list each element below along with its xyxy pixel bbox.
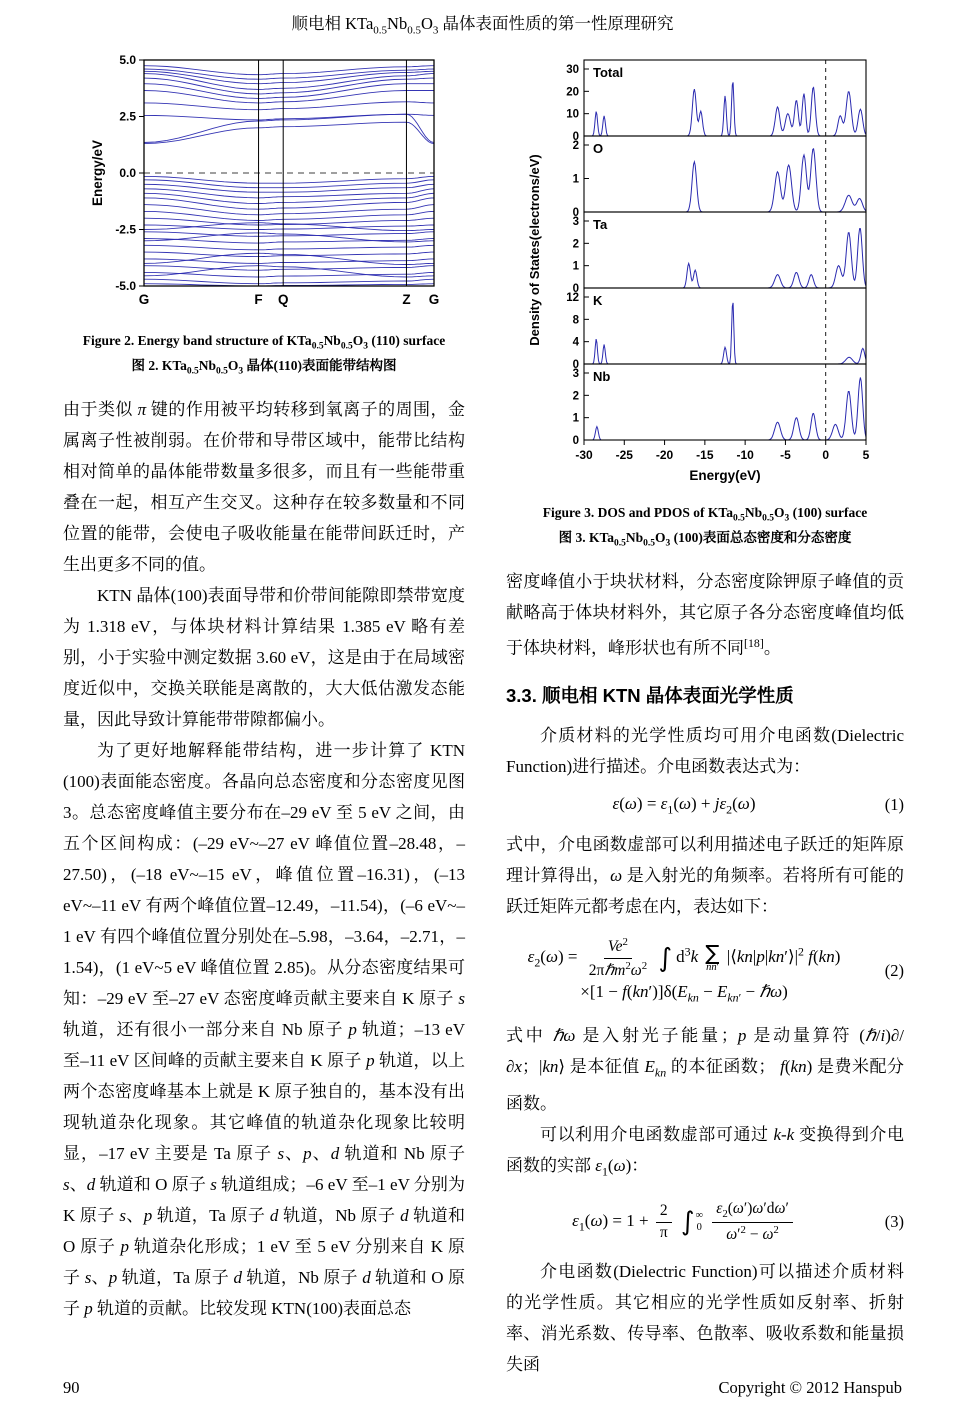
svg-text:0: 0 (572, 359, 579, 371)
svg-text:O: O (593, 141, 604, 156)
svg-text:0: 0 (572, 283, 579, 295)
paragraph: 介电函数(Dielectric Function)可以描述介质材料的光学性质。其它相应的光学性质如反射率、折射率、消光系数、传导率、色散率、吸收系数和能量损失函 (506, 1262, 904, 1375)
svg-text:-30: -30 (575, 448, 593, 462)
svg-text:1: 1 (572, 260, 579, 273)
svg-text:-5: -5 (780, 448, 791, 462)
paragraph: 介质材料的光学性质均可用介电函数(Dielectric Function)进行描述。介电函数表达式为： (506, 725, 904, 776)
svg-text:Ta: Ta (593, 217, 608, 232)
matrix-element: $|⟨kn|p|kn'⟩|^2$ f(kn) (726, 944, 841, 967)
paragraph: KTN 晶体(100)表面导带和价带间能隙即禁带宽度为 1.318 eV，与体块材料计算结果 1.385 eV 略有差别，小于实验中测定数据 3.60 eV，这是由于在局域密度近似中，交换关联能是离散的，大大低估激发态能量，因此导致计算能带带隙都偏小。 (63, 585, 465, 729)
svg-text:Energy(eV): Energy(eV) (689, 468, 761, 483)
svg-text:0: 0 (822, 448, 830, 462)
svg-text:8: 8 (572, 314, 579, 327)
left-column (63, 52, 465, 1324)
integrand: $d^3k$ (676, 944, 699, 967)
equation-2 (506, 934, 904, 1008)
fraction: $\frac{2}{\pi}$ (656, 1202, 672, 1242)
svg-text:Z: Z (402, 292, 411, 307)
svg-text:Density of States(electrons/eV: Density of States(electrons/eV) (527, 154, 542, 346)
equation-2-number: (2) (884, 960, 904, 980)
copyright-notice: Copyright © 2012 Hanspub (718, 1378, 902, 1397)
dos-pdos-chart (524, 52, 886, 488)
fraction: $\frac{\varepsilon_2(\omega')\omega'd\omega'}{\omega'^2 - \omega^2}$ (712, 1200, 793, 1245)
figure-2-caption (63, 331, 465, 380)
svg-text:-15: -15 (696, 448, 714, 462)
integral-with-limits (680, 1207, 703, 1238)
summation-symbol: ∑ nn′ (705, 940, 720, 973)
section-heading-3-3: 3.3. 顺电相 KTN 晶体表面光学性质 (506, 684, 794, 706)
svg-text:3: 3 (572, 368, 579, 380)
svg-text:K: K (593, 293, 603, 308)
integral-upper-limit: ∞ (695, 1209, 703, 1221)
equation-3-number: (3) (884, 1212, 904, 1232)
equation-2-line-1 (506, 936, 862, 981)
figure-3 (506, 52, 904, 552)
integral-symbol: ∫ (680, 1207, 695, 1238)
svg-text:0: 0 (572, 435, 579, 447)
svg-text:1: 1 (572, 173, 579, 186)
svg-text:2.5: 2.5 (119, 109, 136, 124)
band-structure-chart (86, 52, 442, 316)
equation-3 (506, 1200, 904, 1245)
svg-text:Q: Q (277, 292, 289, 307)
svg-text:-5.0: -5.0 (115, 279, 136, 293)
svg-text:5: 5 (862, 448, 870, 462)
page-footer (63, 1378, 902, 1398)
svg-text:G: G (138, 292, 150, 307)
figure-2-caption-zh: 图 2. $KTa_{0.5}Nb_{0.5}O_3$ 晶体(110)表面能带结构图 (131, 358, 397, 378)
integral-symbol: ∫ (658, 943, 672, 974)
svg-text:0.0: 0.0 (119, 166, 136, 180)
svg-text:30: 30 (566, 64, 579, 76)
figure-2 (63, 52, 465, 380)
paragraph: 式中，介电函数虚部可以利用描述电子跃迁的矩阵原理计算得出，ω 是入射光的角频率。若将所有可能的跃迁矩阵元都考虑在内，表达如下： (506, 834, 904, 916)
svg-text:4: 4 (572, 336, 579, 349)
svg-text:2: 2 (572, 238, 579, 251)
svg-text:1: 1 (572, 412, 579, 425)
svg-text:-20: -20 (655, 448, 674, 462)
equation-1-body: $\varepsilon(\omega) = \varepsilon_1(\omega) + j\varepsilon_2(\omega)$ (612, 793, 756, 816)
paragraph: 为了更好地解释能带结构，进一步计算了 KTN (100)表面能态密度。各晶向总态密度和分态密度见图 3。总态密度峰值主要分布在–29 eV 至 5 eV 之间，由五个区间构成：(–29 eV~–27 eV 峰值位置–28.48，–27.50)，(–18 eV~–15 eV，峰值位置–16.31)，(–13 eV~–11 eV 有两个峰值位置–12.49，–11.54)，(–6 eV~–1 eV 有四个峰值位置分别处在–5.98，–3.64，–2.71，–1.54)，(1 eV~5 eV 峰值位置 2.85)。从分态密度结果可知：–29 eV 至–27 eV 态密度峰贡献主要来自 K 原子 s 轨道，还有很小一部分来自 Nb 原子 p 轨道；–13 eV 至–11 eV 区间峰的贡献主要来自 K 原子 p 轨道，以上两个态密度峰基本上就是 K 原子独自的，基本没有出现轨道杂化现象。其它峰值的轨道杂化现象比较明显，–17 eV 主要是 Ta 原子 s、p、d 轨道和 Nb 原子 s、d 轨道和 O 原子 s 轨道组成；–6 eV 至–1 eV 分别为 K 原子 s、p 轨道，Ta 原子 d 轨道，Nb 原子 d 轨道和 O 原子 p 轨道杂化形成；1 eV 至 5 eV 分别来自 K 原子 s、p 轨道，Ta 原子 d 轨道，Nb 原子 d 轨道和 O 原子 p 轨道的贡献。比较发现 KTN(100)表面总态 (63, 740, 466, 1318)
right-column (506, 52, 904, 1380)
svg-text:G: G (428, 292, 440, 307)
running-head-title: 顺电相 $KTa_{0.5}Nb_{0.5}O_3$ 晶体表面性质的第一性原理研究 (291, 14, 674, 37)
svg-text:Nb: Nb (593, 369, 611, 384)
paragraph: 式中 ℏω 是入射光子能量；p 是动量算符 (ℏ/i)∂/∂x；|kn⟩ 是本征值 $E_{kn}$ 的本征函数； f(kn) 是费米配分函数。 (506, 1025, 905, 1114)
svg-text:20: 20 (566, 86, 579, 99)
svg-text:10: 10 (566, 108, 579, 121)
svg-text:0: 0 (572, 207, 579, 219)
svg-text:-25: -25 (615, 448, 633, 462)
equation-2-lhs: $\varepsilon_2(\omega)$ = (527, 947, 578, 970)
paragraph: 密度峰值小于块状材料，分态密度除钾原子峰值的贡献略高于体块材料外，其它原子各分态密度峰值均低于体块材料，峰形状也有所不同[18]。 (506, 571, 904, 658)
svg-text:12: 12 (566, 292, 579, 304)
svg-text:2: 2 (572, 140, 579, 152)
equation-2-line-2: $\times[1 - f(kn')]\delta(E_{kn} - E_{kn'}$ − ℏω) (580, 982, 788, 1005)
svg-text:5.0: 5.0 (119, 53, 136, 67)
page-number: 90 (63, 1378, 80, 1397)
figure-3-caption (506, 503, 904, 552)
svg-text:0: 0 (572, 131, 579, 143)
integral-lower-limit: 0 (696, 1222, 702, 1234)
paragraph: 由于类似 π 键的作用被平均转移到氧离子的周围，金属离子性被削弱。在价带和导带区域中，能带比结构相对简单的晶体能带数量多很多，而且有一些能带重叠在一起，相互产生交叉。这种存在较多数量和不同位置的能带，会使电子吸收能量在能带间跃迁时，产生出更多不同的值。 (63, 399, 466, 574)
svg-text:-10: -10 (736, 448, 754, 462)
fraction: $\frac{Ve^2}{2\pi\hbar m^2\omega^2}$ (588, 935, 648, 979)
equation-1-number: (1) (884, 795, 904, 815)
equation-1 (506, 794, 904, 817)
svg-text:F: F (254, 292, 263, 307)
figure-2-caption-en: Figure 2. Energy band structure of $KTa_{0.5}Nb_{0.5}O_3$ (110) surface (82, 333, 446, 352)
svg-text:Total: Total (593, 65, 624, 80)
svg-text:3: 3 (572, 216, 579, 228)
svg-text:Energy/eV: Energy/eV (90, 139, 105, 207)
paragraph: 可以利用介电函数虚部可通过 k-k 变换得到介电函数的实部 $\varepsilon_1(\omega)$： (506, 1125, 905, 1179)
figure-3-caption-en: Figure 3. DOS and PDOS of $KTa_{0.5}Nb_{0.5}O_3$ (100) surface (542, 505, 868, 524)
svg-text:2: 2 (572, 390, 579, 403)
svg-text:-2.5: -2.5 (115, 222, 136, 237)
equation-3-lhs: $\varepsilon_1(\omega) = 1$ + (572, 1210, 649, 1234)
figure-3-caption-zh: 图 3. $KTa_{0.5}Nb_{0.5}O_3$ (100)表面总态密度和分态密度 (558, 530, 852, 550)
